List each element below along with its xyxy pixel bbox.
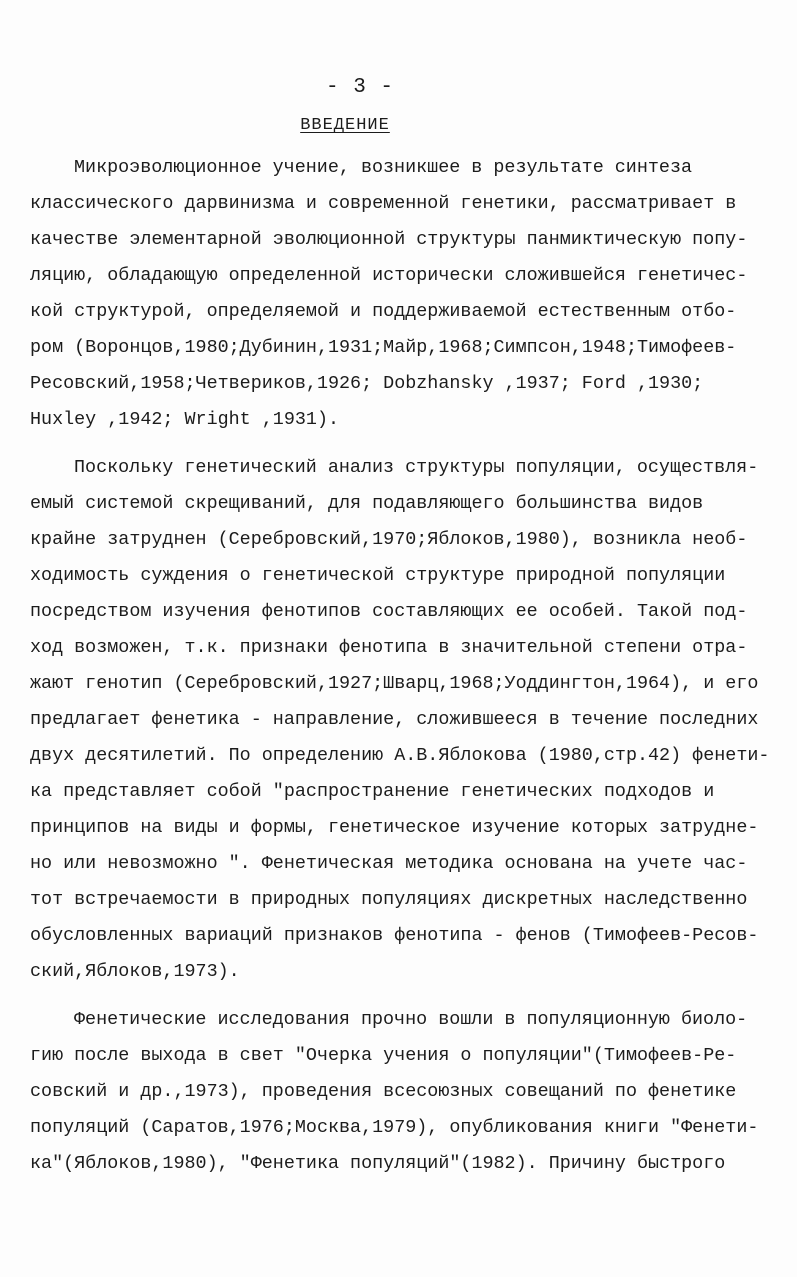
text-line: Фенетические исследования прочно вошли в популяционную биоло- <box>74 1009 748 1030</box>
paragraph-3 <box>30 1002 780 1182</box>
paragraph-1 <box>30 150 780 438</box>
text-line: жают генотип (Серебровский,1927;Шварц,1968;Уоддингтон,1964), и его <box>30 673 759 694</box>
text-line: ром (Воронцов,1980;Дубинин,1931;Майр,1968;Симпсон,1948;Тимофеев- <box>30 337 737 358</box>
text-line: посредством изучения фенотипов составляющих ее особей. Такой под- <box>30 601 748 622</box>
text-line: популяций (Саратов,1976;Москва,1979), опубликования книги "Фенети- <box>30 1117 759 1138</box>
page-number: - 3 - <box>325 76 394 99</box>
text-line: ход возможен, т.к. признаки фенотипа в значительной степени отра- <box>30 637 748 658</box>
text-line: принципов на виды и формы, генетическое изучение которых затрудне- <box>30 817 759 838</box>
text-line: Микроэволюционное учение, возникшее в результате синтеза <box>74 157 693 178</box>
text-line: двух десятилетий. По определению А.В.Яблокова (1980,стр.42) фенети- <box>30 745 770 766</box>
text-line: ляцию, обладающую определенной исторически сложившейся генетичес- <box>30 265 748 286</box>
section-heading: ВВЕДЕНИЕ <box>300 116 390 135</box>
text-line: тот встречаемости в природных популяциях дискретных наследственно <box>30 889 748 910</box>
text-line: ходимость суждения о генетической структуре природной популяции <box>30 565 726 586</box>
text-line: крайне затруднен (Серебровский,1970;Яблоков,1980), возникла необ- <box>30 529 748 550</box>
text-line: ка представляет собой "распространение генетических подходов и <box>30 781 715 802</box>
text-line: емый системой скрещиваний, для подавляющего большинства видов <box>30 493 704 514</box>
text-line: классического дарвинизма и современной генетики, рассматривает в <box>30 193 737 214</box>
text-line: ский,Яблоков,1973). <box>30 961 240 982</box>
text-line: гию после выхода в свет "Очерка учения о популяции"(Тимофеев-Ре- <box>30 1045 737 1066</box>
text-line: Huxley ,1942; Wright ,1931). <box>30 409 340 430</box>
body-text <box>30 150 780 1182</box>
text-line: Поскольку генетический анализ структуры популяции, осуществля- <box>74 457 759 478</box>
text-line: предлагает фенетика - направление, сложившееся в течение последних <box>30 709 759 730</box>
text-line: кой структурой, определяемой и поддерживаемой естественным отбо- <box>30 301 737 322</box>
text-line: Ресовский,1958;Четвериков,1926; Dobzhansky ,1937; Ford ,1930; <box>30 373 704 394</box>
text-line: но или невозможно ". Фенетическая методика основана на учете час- <box>30 853 748 874</box>
text-line: ка"(Яблоков,1980), "Фенетика популяций"(1982). Причину быстрого <box>30 1153 726 1174</box>
text-line: качестве элементарной эволюционной структуры панмиктическую попу- <box>30 229 748 250</box>
text-line: совский и др.,1973), проведения всесоюзных совещаний по фенетике <box>30 1081 737 1102</box>
text-line: обусловленных вариаций признаков фенотипа - фенов (Тимофеев-Ресов- <box>30 925 759 946</box>
paragraph-2 <box>30 450 780 990</box>
